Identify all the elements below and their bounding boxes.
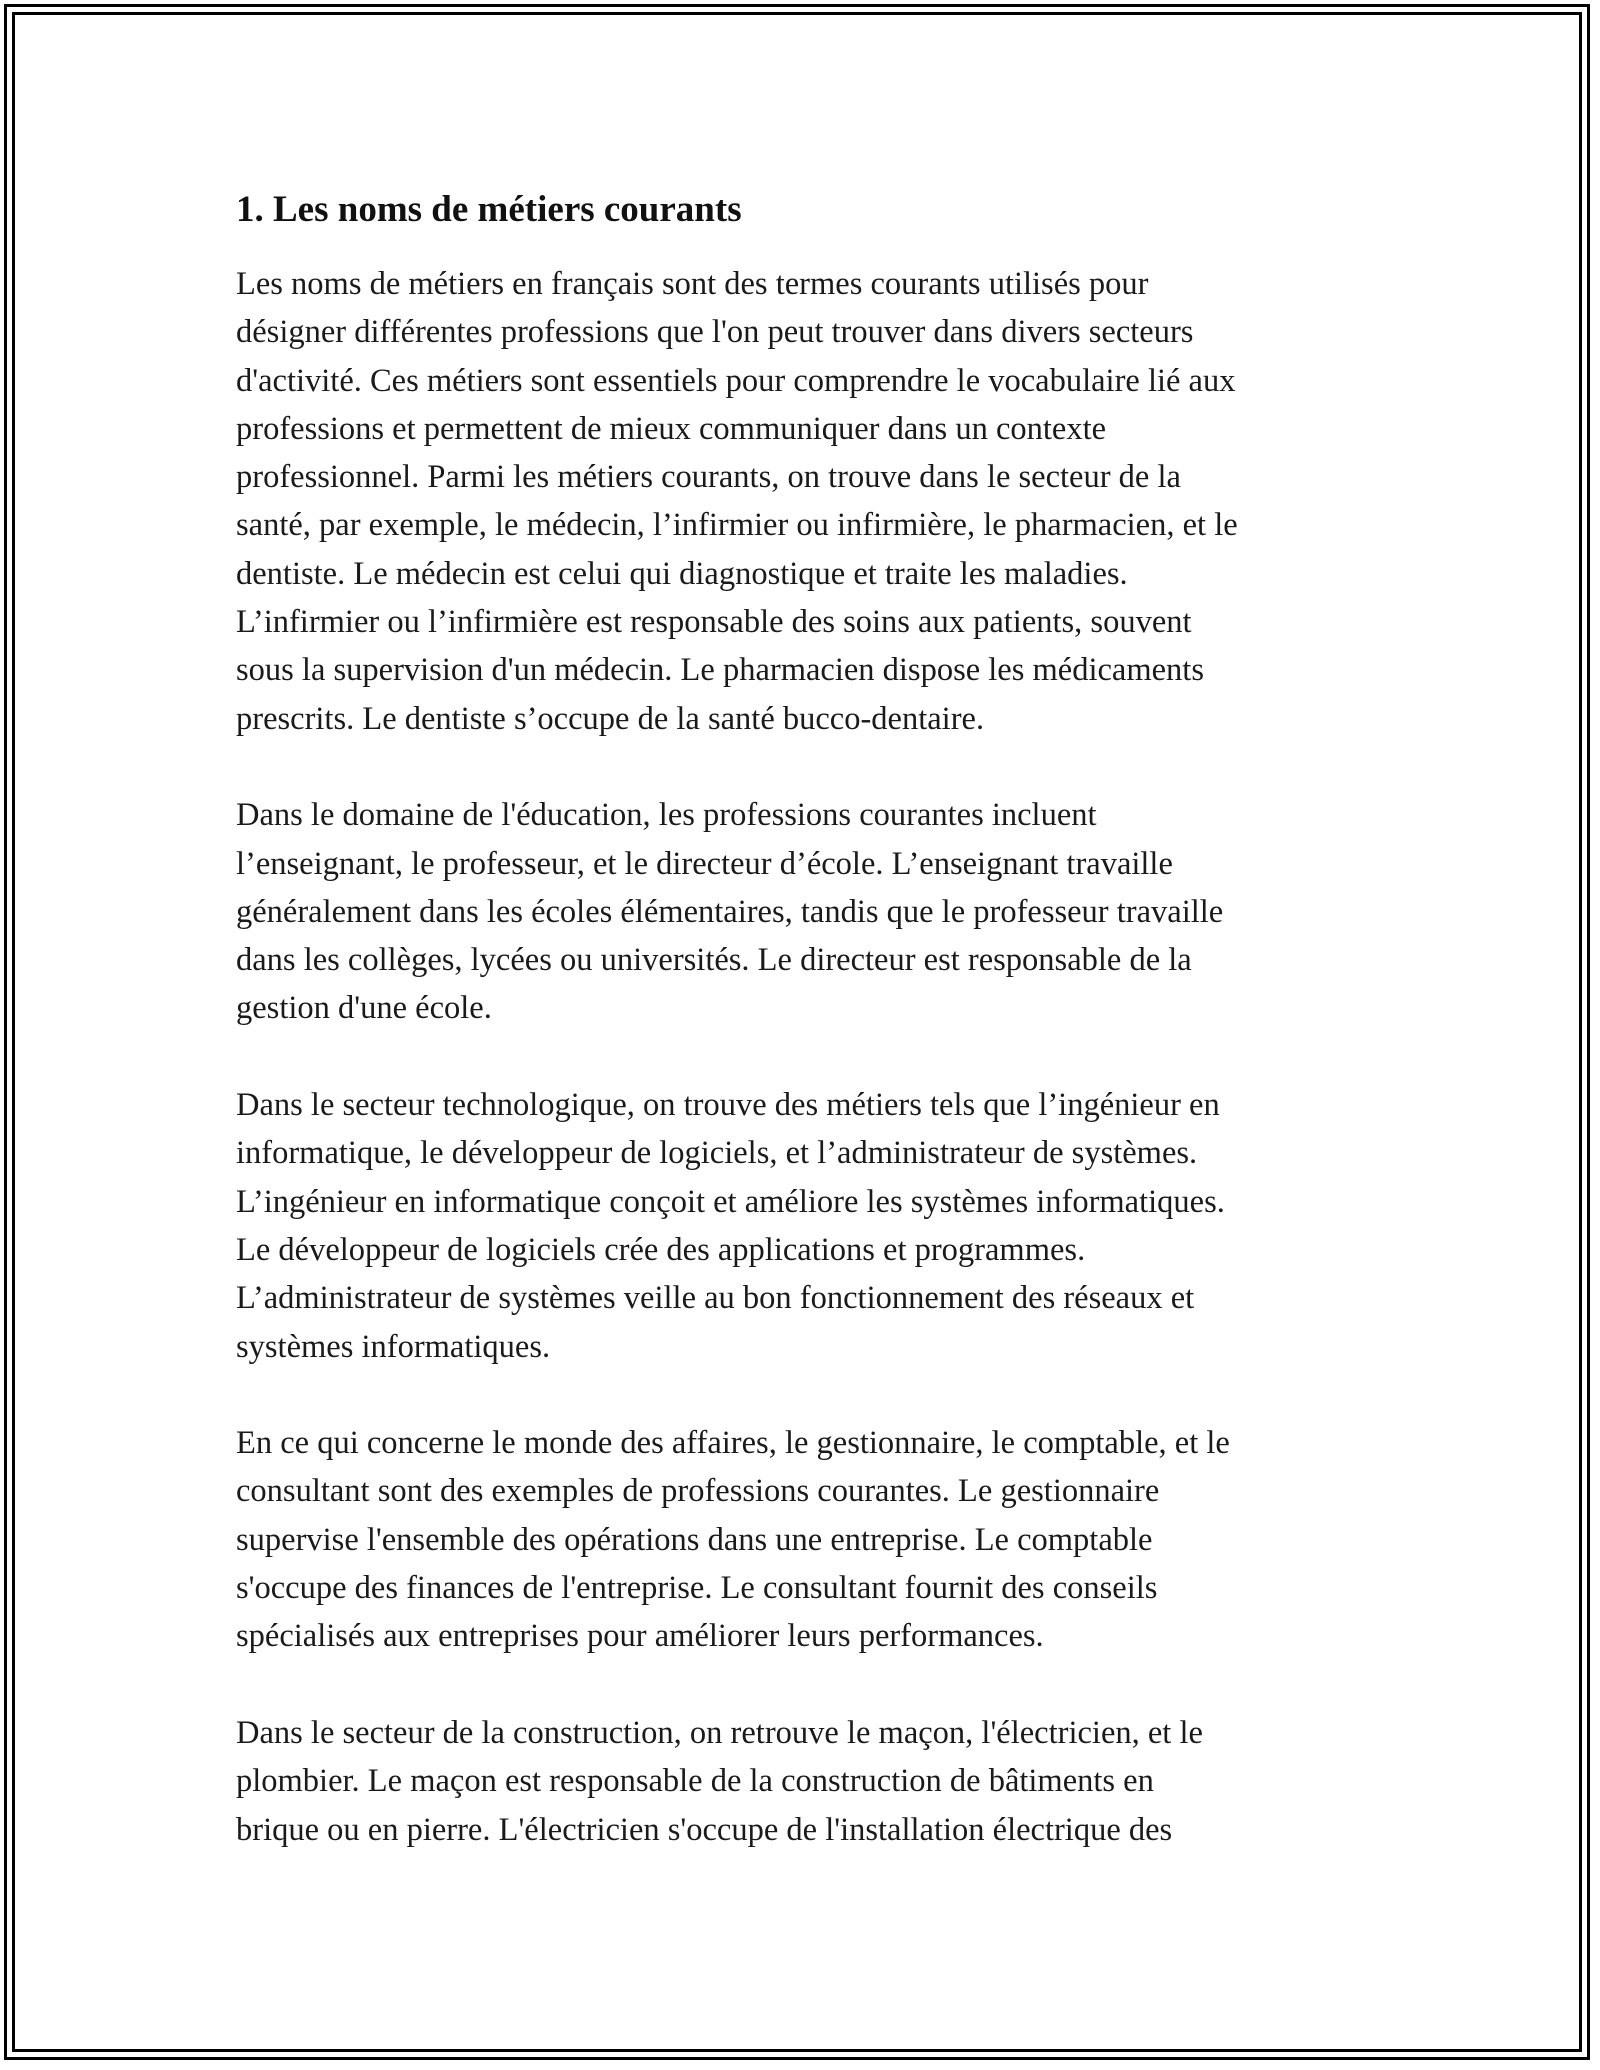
text-line: professionnel. Parmi les métiers courants, on trouve dans le secteur de la [236,459,1181,496]
text-line: dans les collèges, lycées ou universités. Le directeur est responsable de la [236,942,1192,979]
text-line: plombier. Le maçon est responsable de la construction de bâtiments en [236,1763,1154,1800]
text-line: Le développeur de logiciels crée des applications et programmes. [236,1231,1086,1268]
paragraph-intro-health [236,260,1376,743]
text-line: L’infirmier ou l’infirmière est responsable des soins aux patients, souvent [236,604,1192,641]
text-line: En ce qui concerne le monde des affaires, le gestionnaire, le comptable, et le [236,1425,1230,1462]
paragraph-business [236,1419,1376,1660]
paragraph-technology [236,1081,1376,1371]
text-line: dentiste. Le médecin est celui qui diagnostique et traite les maladies. [236,555,1128,592]
text-line: gestion d'une école. [236,990,492,1027]
text-line: sous la supervision d'un médecin. Le pharmacien dispose les médicaments [236,652,1204,689]
text-line: généralement dans les écoles élémentaires, tandis que le professeur travaille [236,893,1224,930]
text-line: s'occupe des finances de l'entreprise. Le consultant fournit des conseils [236,1570,1158,1607]
text-line: spécialisés aux entreprises pour améliorer leurs performances. [236,1618,1044,1655]
text-line: informatique, le développeur de logiciels, et l’administrateur de systèmes. [236,1135,1198,1172]
text-line: Dans le secteur de la construction, on retrouve le maçon, l'électricien, et le [236,1714,1203,1751]
text-line: L’ingénieur en informatique conçoit et améliore les systèmes informatiques. [236,1183,1225,1220]
text-line: consultant sont des exemples de professions courantes. Le gestionnaire [236,1473,1160,1510]
document-body [236,186,1376,1902]
paragraph-construction [236,1709,1376,1854]
text-line: professions et permettent de mieux communiquer dans un contexte [236,410,1107,447]
paragraph-education [236,791,1376,1032]
text-line: désigner différentes professions que l'on peut trouver dans divers secteurs [236,314,1194,351]
text-line: systèmes informatiques. [236,1328,551,1365]
text-line: d'activité. Ces métiers sont essentiels pour comprendre le vocabulaire lié aux [236,362,1236,399]
text-line: Dans le secteur technologique, on trouve des métiers tels que l’ingénieur en [236,1087,1220,1124]
text-line: prescrits. Le dentiste s’occupe de la santé bucco-dentaire. [236,700,985,737]
text-line: L’administrateur de systèmes veille au bon fonctionnement des réseaux et [236,1280,1195,1317]
section-heading: 1. Les noms de métiers courants [236,189,742,230]
text-line: santé, par exemple, le médecin, l’infirmier ou infirmière, le pharmacien, et le [236,507,1238,544]
text-line: l’enseignant, le professeur, et le directeur d’école. L’enseignant travaille [236,845,1173,882]
text-line: brique ou en pierre. L'électricien s'occupe de l'installation électrique des [236,1811,1173,1848]
text-line: Dans le domaine de l'éducation, les professions courantes incluent [236,797,1097,834]
text-line: supervise l'ensemble des opérations dans une entreprise. Le comptable [236,1521,1153,1558]
text-line: Les noms de métiers en français sont des termes courants utilisés pour [236,266,1149,302]
